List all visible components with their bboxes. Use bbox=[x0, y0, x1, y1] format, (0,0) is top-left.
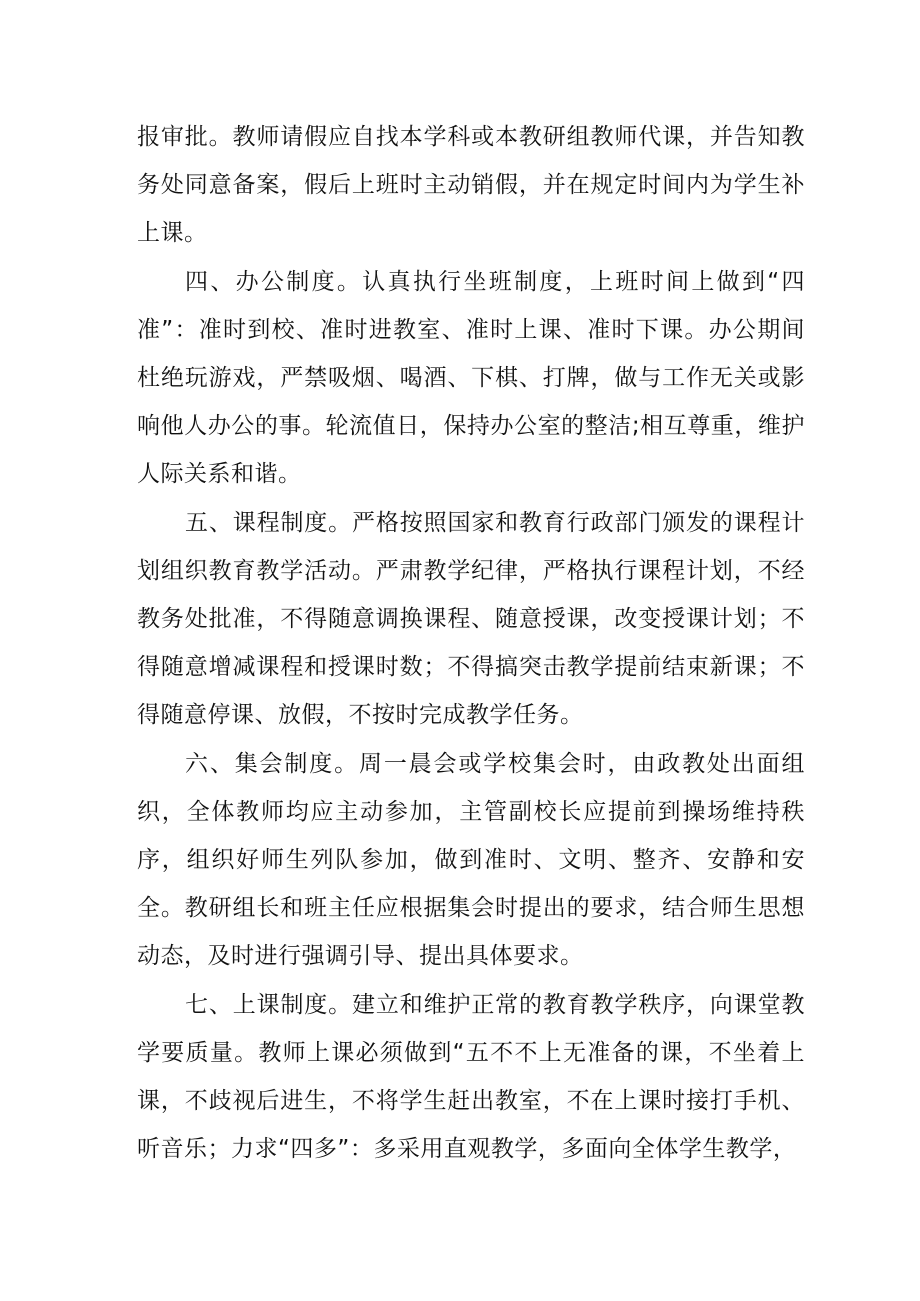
paragraph-class-rules: 七、上课制度。建立和维护正常的教育教学秩序，向课堂教学要质量。教师上课必须做到“五不不上无准备的课，不坐着上课，不歧视后进生，不将学生赶出教室，不在上课时接打手机、听音乐；力求“四多”：多采用直观教学，多面向全体学生教学， bbox=[137, 991, 805, 1163]
paragraph-curriculum-rules: 五、课程制度。严格按照国家和教育行政部门颁发的课程计划组织教育教学活动。严肃教学纪律，严格执行课程计划，不经教务处批准，不得随意调换课程、随意授课，改变授课计划；不得随意增减课程和授课时数；不得搞突击教学提前结束新课；不得随意停课、放假，不按时完成教学任务。 bbox=[137, 509, 805, 729]
paragraph-assembly-rules: 六、集会制度。周一晨会或学校集会时，由政教处出面组织，全体教师均应主动参加，主管副校长应提前到操场维持秩序，组织好师生列队参加，做到准时、文明、整齐、安静和安全。教研组长和班主任应根据集会时提出的要求，结合师生思想动态，及时进行强调引导、提出具体要求。 bbox=[137, 750, 805, 970]
paragraph-office-rules: 四、办公制度。认真执行坐班制度，上班时间上做到“四准”：准时到校、准时进教室、准时上课、准时下课。办公期间杜绝玩游戏，严禁吸烟、喝酒、下棋、打牌，做与工作无关或影响他人办公的事。轮流值日，保持办公室的整洁;相互尊重，维护人际关系和谐。 bbox=[137, 268, 805, 488]
paragraph-continuation: 报审批。教师请假应自找本学科或本教研组教师代课，并告知教务处同意备案，假后上班时主动销假，并在规定时间内为学生补上课。 bbox=[137, 124, 805, 247]
document-body bbox=[137, 113, 805, 1173]
